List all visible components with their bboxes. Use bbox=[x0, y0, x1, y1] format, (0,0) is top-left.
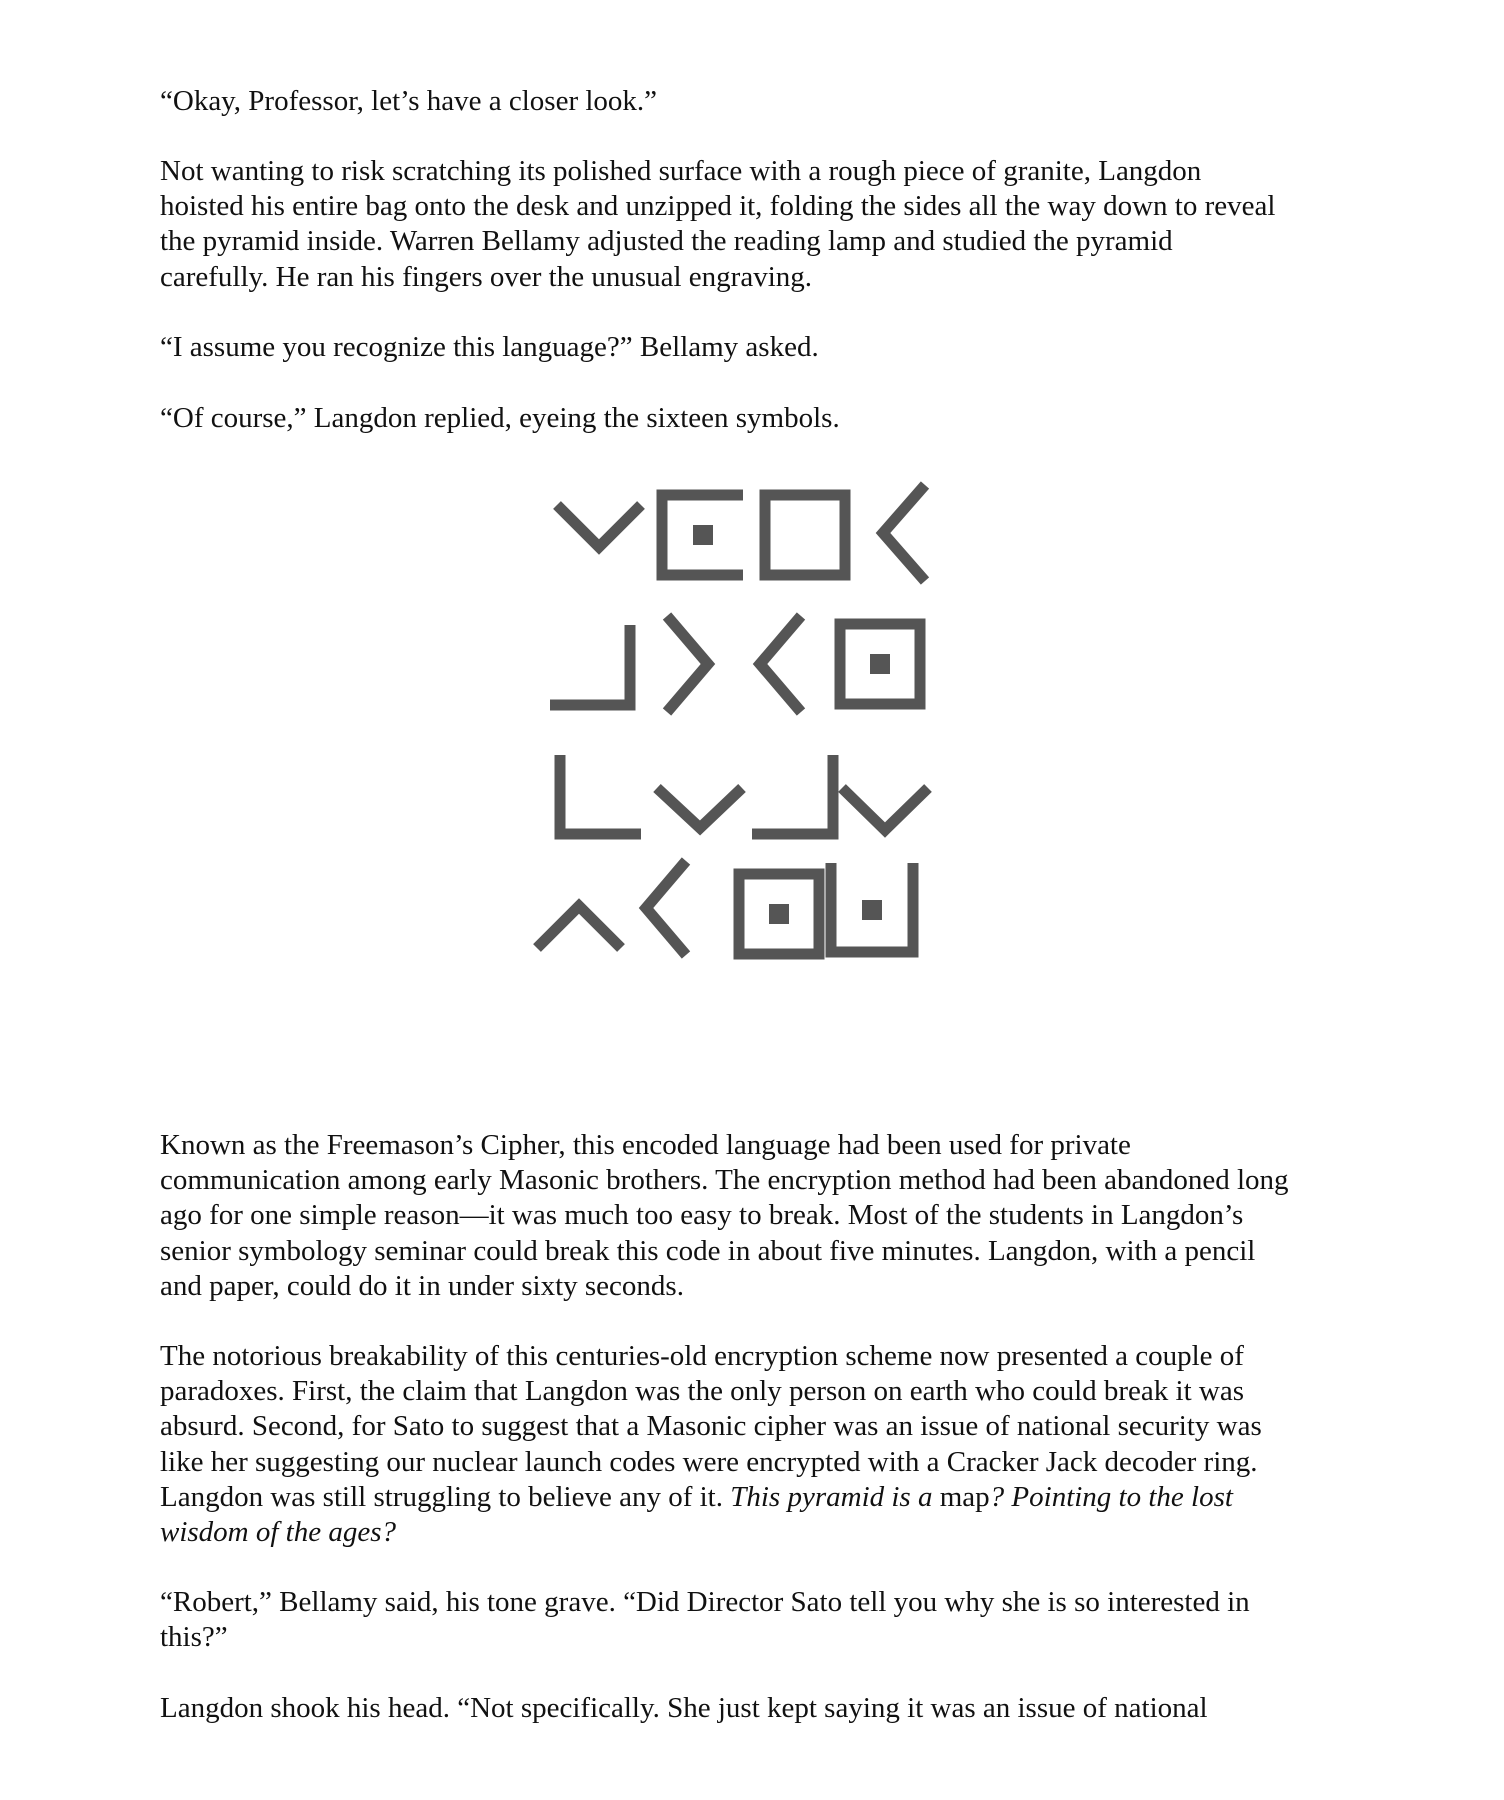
paragraph-7 bbox=[160, 1585, 1370, 1655]
paragraph-1 bbox=[160, 84, 1370, 119]
pigpen-cipher-figure bbox=[520, 470, 1000, 1030]
text-line: The notorious breakability of this centuries-old encryption scheme now presented a couple of bbox=[160, 1340, 1244, 1372]
text-line: communication among early Masonic brothers. The encryption method had been abandoned long bbox=[160, 1164, 1289, 1197]
paragraph-5 bbox=[160, 1128, 1370, 1304]
cipher-symbol-dot bbox=[862, 900, 882, 920]
cipher-symbol-dot bbox=[693, 525, 713, 545]
text-line: paradoxes. First, the claim that Langdon was the only person on earth who could break it was bbox=[160, 1375, 1245, 1408]
text-line bbox=[160, 1515, 1370, 1550]
cipher-symbol-caret bbox=[537, 906, 621, 948]
roman-word: map bbox=[939, 1480, 990, 1513]
text-line: Langdon shook his head. “Not specifically. She just kept saying it was an issue of national bbox=[160, 1692, 1208, 1724]
text-line: and paper, could do it in under sixty seconds. bbox=[160, 1269, 684, 1302]
text-line: senior symbology seminar could break this code in about five minutes. Langdon, with a pencil bbox=[160, 1234, 1256, 1267]
italic-text: This pyramid is a bbox=[730, 1480, 940, 1513]
cipher-symbol-dot bbox=[769, 904, 789, 924]
cipher-symbol-v bbox=[557, 505, 641, 547]
text-line: this?” bbox=[160, 1621, 228, 1654]
text-line: hoisted his entire bag onto the desk and unzipped it, folding the sides all the way down to reveal bbox=[160, 190, 1276, 223]
text-line: Not wanting to risk scratching its polished surface with a rough piece of granite, Langdon bbox=[160, 155, 1202, 187]
paragraph-2 bbox=[160, 154, 1370, 295]
text-line: absurd. Second, for Sato to suggest that a Masonic cipher was an issue of national security was bbox=[160, 1410, 1262, 1443]
cipher-symbol-gt bbox=[667, 616, 708, 712]
cipher-symbol-box bbox=[765, 495, 845, 575]
cipher-symbol-lt bbox=[883, 485, 925, 581]
paragraph-3 bbox=[160, 330, 1370, 365]
text-line: “Of course,” Langdon replied, eyeing the sixteen symbols. bbox=[160, 402, 840, 434]
cipher-symbol-v bbox=[842, 788, 928, 830]
cipher-symbol-corner-br bbox=[550, 625, 630, 705]
italic-text: wisdom of the ages? bbox=[160, 1516, 397, 1549]
text-line: “Okay, Professor, let’s have a closer look.” bbox=[160, 85, 658, 117]
paragraph-4 bbox=[160, 401, 1370, 436]
italic-text: ? Pointing to the lost bbox=[989, 1480, 1233, 1513]
text-line: like her suggesting our nuclear launch codes were encrypted with a Cracker Jack decoder ring. bbox=[160, 1445, 1258, 1478]
cipher-symbol-lt bbox=[760, 616, 801, 712]
text-line: Known as the Freemason’s Cipher, this encoded language had been used for private bbox=[160, 1129, 1131, 1161]
cipher-symbol-v bbox=[657, 788, 742, 828]
cipher-symbol-corner-br bbox=[752, 755, 833, 834]
paragraph-8 bbox=[160, 1691, 1370, 1726]
cipher-symbol-lt bbox=[646, 861, 686, 955]
cipher-symbol-dot bbox=[870, 654, 890, 674]
text-line: “I assume you recognize this language?” Bellamy asked. bbox=[160, 331, 819, 363]
cipher-symbol-corner-bl bbox=[560, 755, 641, 834]
text-line: carefully. He ran his fingers over the unusual engraving. bbox=[160, 260, 813, 293]
text-line: “Robert,” Bellamy said, his tone grave. “Did Director Sato tell you why she is so interested in bbox=[160, 1586, 1250, 1618]
cipher-symbols bbox=[520, 470, 1000, 1030]
text-line-mixed bbox=[160, 1480, 1370, 1515]
text-line: ago for one simple reason—it was much too easy to break. Most of the students in Langdon’s bbox=[160, 1199, 1244, 1232]
paragraph-6 bbox=[160, 1339, 1370, 1550]
text-line: the pyramid inside. Warren Bellamy adjusted the reading lamp and studied the pyramid bbox=[160, 225, 1173, 258]
text-segment: Langdon was still struggling to believe any of it. bbox=[160, 1480, 731, 1513]
